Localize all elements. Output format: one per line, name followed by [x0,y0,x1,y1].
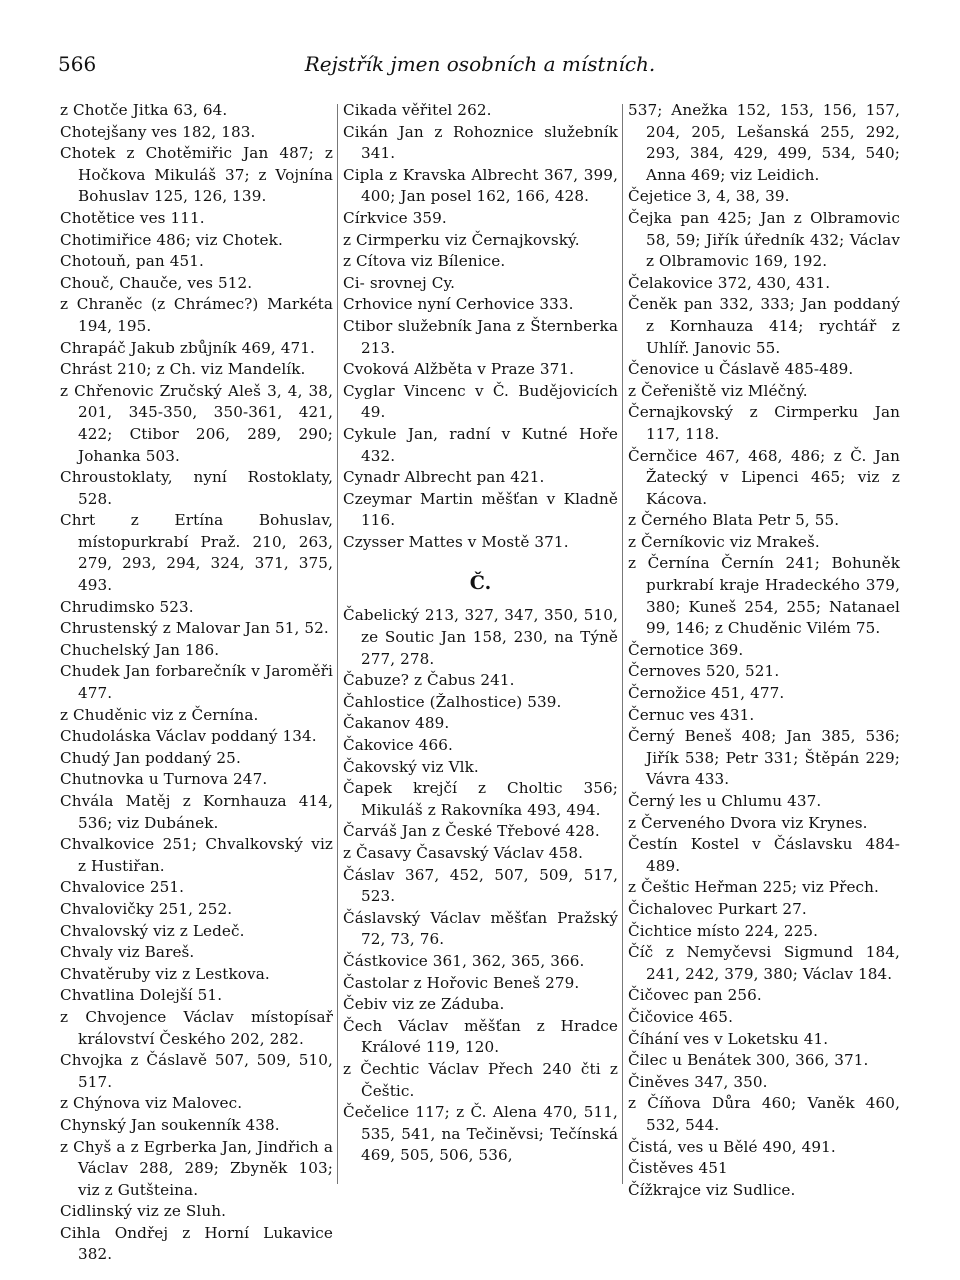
index-entry: Cykule Jan, radní v Kutné Hoře 432. [343,424,618,465]
index-entry: Chudý Jan poddaný 25. [60,748,241,767]
page-number: 566 [58,52,97,76]
index-entry: Černuc ves 431. [628,705,755,724]
index-entry: Čestín Kostel v Čáslavsku 484-489. [628,835,900,875]
index-entry: Čičovec pan 256. [628,986,762,1005]
index-entry: Cyglar Vincenc v Č. Budějovicích 49. [343,381,618,422]
index-column-2 [343,100,618,1200]
index-entry: Chvalovský viz z Ledeč. [60,921,245,940]
index-entry: Čabuze? z Čabus 241. [343,671,515,690]
index-entry: Chvojka z Čáslavě 507, 509, 510, 517. [60,1051,333,1091]
index-entry: z Černého Blata Petr 5, 55. [628,511,840,530]
index-entry: Chudoláska Václav poddaný 134. [60,727,317,746]
index-entry: Chotimiřice 486; viz Chotek. [60,230,283,249]
index-entry: Chrapáč Jakub zbůjník 469, 471. [60,338,315,357]
index-entry: Chrást 210; z Ch. viz Mandelík. [60,360,306,379]
index-column-3 [628,100,900,1200]
index-entry: Cikán Jan z Rohoznice služebník 341. [343,122,618,163]
index-entry: Čakovice 466. [343,736,453,755]
index-entry: z Černína Černín 241; Bohuněk purkrabí kraje Hradeckého 379, 380; Kuneš 254, 255; Natanael 99, 146; z Chuděnic Vilém 75. [628,554,900,638]
column-divider [622,104,623,1184]
index-entry: Čáslav 367, 452, 507, 509, 517, 523. [343,865,618,906]
index-entry: Čenovice u Čáslavě 485-489. [628,360,854,379]
index-entry: Chvalkovice 251; Chvalkovský viz z Hustiřan. [60,835,333,875]
index-entry: Černý Beneš 408; Jan 385, 536; Jiřík 538; Petr 331; Štěpán 229; Vávra 433. [628,727,900,789]
index-column-2-part-c [343,100,618,553]
index-entry: Čížkrajce viz Sudlice. [628,1180,796,1199]
index-entry: z Červeného Dvora viz Krynes. [628,813,868,832]
index-entry: Čistá, ves u Bělé 490, 491. [628,1137,836,1156]
index-entry: Cynadr Albrecht pan 421. [343,468,545,487]
index-entry: Černajkovský z Cirmperku Jan 117, 118. [628,403,900,443]
index-entry: Čahlostice (Žalhostice) 539. [343,692,562,711]
index-entry: Cihla Ondřej z Horní Lukavice 382. [60,1223,333,1264]
index-entry: Chvatlina Dolejší 51. [60,986,223,1005]
index-entry: Chotětice ves 111. [60,208,205,227]
index-entry: Čičovice 465. [628,1007,734,1026]
index-entry: Čejka pan 425; Jan z Olbramovic 58, 59; Jiřík úředník 432; Václav z Olbramovic 169, 192. [628,208,900,271]
index-entry: Chudek Jan forbarečník v Jaroměři 477. [60,662,333,703]
index-entry: z Černíkovic viz Mrakeš. [628,532,820,551]
index-column-1 [60,100,333,1264]
page-header [0,52,960,88]
index-entry: z Chyš a z Egrberka Jan, Jindřich a Václav 288, 289; Zbyněk 103; viz z Gutšteina. [60,1137,333,1199]
index-entry: Čichtice místo 224, 225. [628,921,819,940]
index-entry: Černotice 369. [628,640,744,659]
index-entry: Černčice 467, 468, 486; z Č. Jan Žatecký v Lipenci 465; viz z Kácova. [628,446,900,508]
index-entry: Ci- srovnej Cy. [343,273,456,292]
index-entry: Černožice 451, 477. [628,684,785,703]
index-entry: Činěves 347, 350. [628,1072,768,1091]
column-divider [337,104,338,1184]
index-entry: Čilec u Benátek 300, 366, 371. [628,1051,869,1070]
index-entry: Čistěves 451 [628,1159,728,1178]
index-entry: Čečelice 117; z Č. Alena 470, 511, 535, 541, na Tečiněvsi; Tečínská 469, 505, 506, 536, [343,1103,618,1165]
index-entry: Cvoková Alžběta v Praze 371. [343,360,575,379]
index-entry: Chvála Matěj z Kornhauza 414, 536; viz Dubánek. [60,792,333,832]
index-entry: Čech Václav měšťan z Hradce Králové 119, 120. [343,1016,618,1057]
index-entry: Chvalovičky 251, 252. [60,899,233,918]
index-entry: z Chraněc (z Chrámec?) Markéta 194, 195. [60,295,333,335]
index-entry: Chvaly viz Bareš. [60,943,195,962]
index-entry: Čabelický 213, 327, 347, 350, 510, ze Soutic Jan 158, 230, na Týně 277, 278. [343,606,618,668]
index-entry: z Chýnova viz Malovec. [60,1094,243,1113]
index-entry: Chotejšany ves 182, 183. [60,122,256,141]
index-entry: Církvice 359. [343,208,447,227]
index-entry: Chroustoklaty, nyní Rostoklaty, 528. [60,468,333,508]
index-entry: Cidlinský viz ze Sluh. [60,1202,227,1221]
index-entry: z Chřenovic Zručský Aleš 3, 4, 38, 201, 345-350, 350-361, 421, 422; Ctibor 206, 289, 290; Johanka 503. [60,381,333,465]
index-entry: z Čeřeniště viz Mléčný. [628,381,808,400]
index-entry: Cipla z Kravska Albrecht 367, 399, 400; Jan posel 162, 166, 428. [343,165,618,206]
index-columns [0,100,960,1264]
index-entry: Čebiv viz ze Záduba. [343,995,505,1014]
index-entry: Chotek z Chotěmiřic Jan 487; z Hočkova Mikuláš 37; z Vojnína Bohuslav 125, 126, 139. [60,144,333,206]
index-column-2-part-c-caron [343,605,618,1166]
running-title: Rejstřík jmen osobních a místních. [304,52,656,76]
index-entry: Chvalovice 251. [60,878,185,897]
index-entry: z Cítova viz Bílenice. [343,252,506,271]
index-entry: z Číňova Důra 460; Vaněk 460, 532, 544. [628,1094,900,1134]
index-entry: z Časavy Časavský Václav 458. [343,844,584,862]
index-entry: Chouč, Chauče, ves 512. [60,273,253,292]
index-entry: Ctibor služebník Jana z Šternberka 213. [343,316,618,357]
index-entry: Chynský Jan soukenník 438. [60,1115,280,1134]
index-entry: Čeněk pan 332, 333; Jan poddaný z Kornhauza 414; rychtář z Uhlíř. Janovic 55. [628,295,900,357]
index-entry: z Chvojence Václav místopísař království Českého 202, 282. [60,1007,333,1048]
index-entry: z Chuděnic viz z Černína. [60,705,259,724]
index-entry: Čakanov 489. [343,714,450,733]
index-entry: Číč z Nemyčevsi Sigmund 184, 241, 242, 379, 380; Václav 184. [628,943,900,983]
index-entry: Čáslavský Václav měšťan Pražský 72, 73, 76. [343,908,618,949]
index-entry: z Čechtic Václav Přech 240 čti z Češtic. [343,1059,618,1100]
index-entry: Čarváš Jan z České Třebové 428. [343,822,600,841]
index-entry: 537; Anežka 152, 153, 156, 157, 204, 205, Lešanská 255, 292, 293, 384, 429, 499, 534, 540; Anna 469; viz Leidich. [628,101,900,184]
index-entry: Čichalovec Purkart 27. [628,899,807,918]
index-entry: Chuchelský Jan 186. [60,640,220,659]
index-entry: Crhovice nyní Cerhovice 333. [343,295,574,314]
index-entry: Častolar z Hořovic Beneš 279. [343,973,580,992]
section-heading: Č. [469,572,492,595]
index-entry: z Češtic Heřman 225; viz Přech. [628,878,879,897]
index-entry: Chotouň, pan 451. [60,252,204,271]
index-entry: Čakovský viz Vlk. [343,757,479,776]
index-entry: Čejetice 3, 4, 38, 39. [628,187,790,206]
index-entry: Chrustenský z Malovar Jan 51, 52. [60,619,329,638]
index-entry: Chrt z Ertína Bohuslav, místopurkrabí Praž. 210, 263, 279, 293, 294, 324, 371, 375, 493. [60,511,333,595]
index-entry: Čapek krejčí z Choltic 356; Mikuláš z Rakovníka 493, 494. [343,779,618,819]
index-entry: Částkovice 361, 362, 365, 366. [343,951,585,970]
index-entry: Čelakovice 372, 430, 431. [628,273,831,292]
index-entry: Czysser Mattes v Mostě 371. [343,532,569,551]
index-entry: Chrudimsko 523. [60,597,194,616]
index-entry: Chutnovka u Turnova 247. [60,770,268,789]
index-entry: Cikada věřitel 262. [343,101,492,119]
index-entry: z Cirmperku viz Černajkovský. [343,230,580,249]
index-entry: Černoves 520, 521. [628,662,780,681]
index-entry: Chvatěruby viz z Lestkova. [60,964,270,983]
index-entry: z Chotče Jitka 63, 64. [60,101,228,119]
index-entry: Číhání ves v Loketsku 41. [628,1029,829,1048]
index-entry: Czeymar Martin měšťan v Kladně 116. [343,489,618,530]
index-entry: Černý les u Chlumu 437. [628,792,822,810]
